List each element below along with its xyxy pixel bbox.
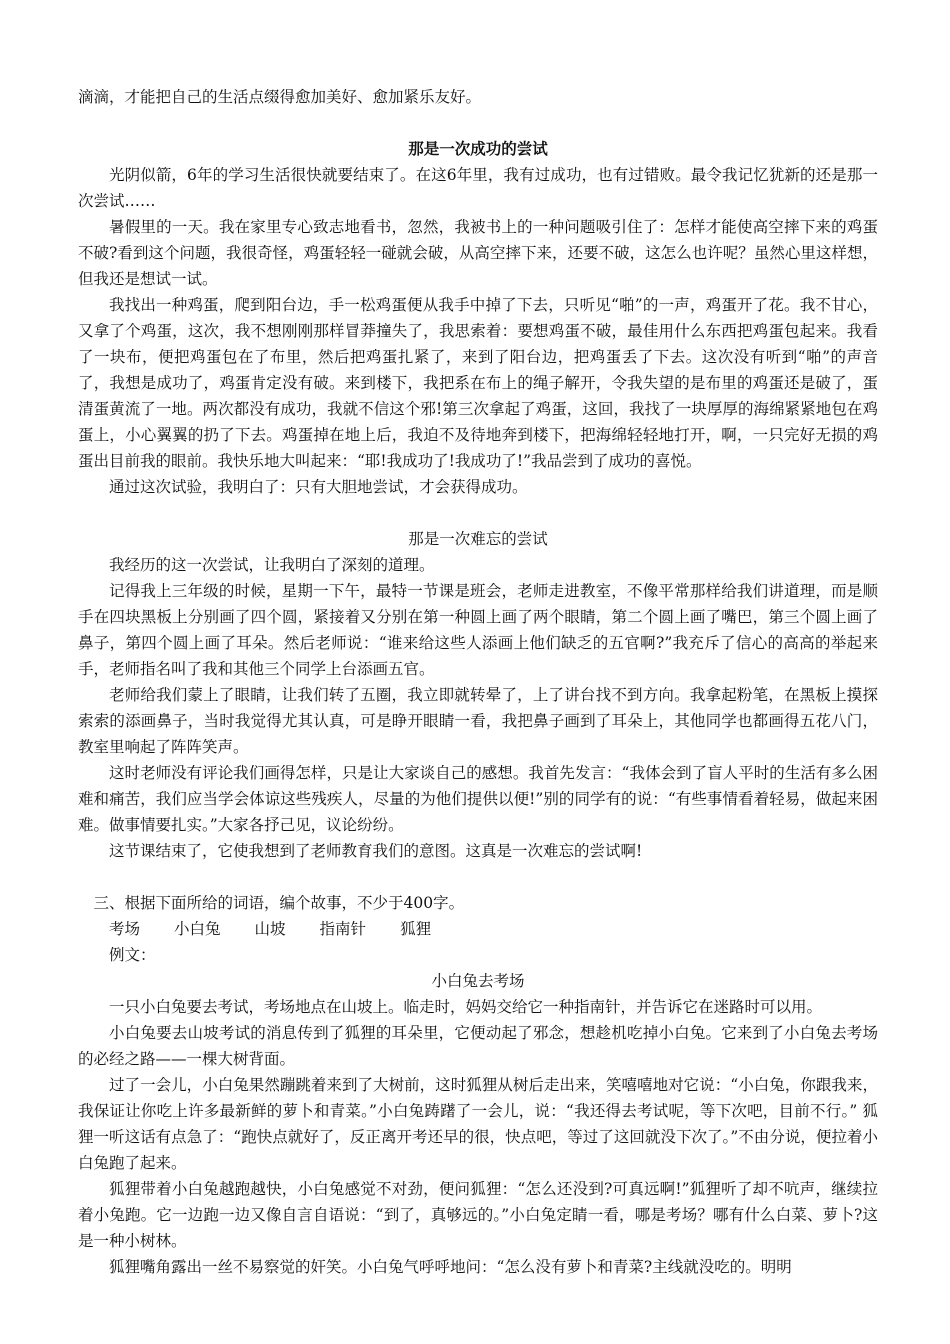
essay2-paragraph: 老师给我们蒙上了眼睛，让我们转了五圈，我立即就转晕了，上了讲台找不到方向。我拿起粉笔，在黑板上摸探索索的添画鼻子，当时我觉得尤其认真，可是睁开眼睛一看，我把鼻子画到了耳朵上，其他同学也都画得五花八门，教室里响起了阵阵笑声。 <box>78 686 878 756</box>
example-label: 例文： <box>109 946 156 964</box>
essay1-paragraph: 我找出一种鸡蛋，爬到阳台边，手一松鸡蛋便从我手中掉了下去，只听见“啪”的一声，鸡蛋开了花。我不甘心，又拿了个鸡蛋，这次，我不想刚刚那样冒莽撞失了，我思索着：要想鸡蛋不破，最佳用什么东西把鸡蛋包起来。我看了一块布，便把鸡蛋包在了布里，然后把鸡蛋扎紧了，来到了阳台边，把鸡蛋丢了下去。这次没有听到“啪”的声音了，我想是成功了，鸡蛋肯定没有破。来到楼下，我把系在布上的绳子解开，令我失望的是布里的鸡蛋还是破了，蛋清蛋黄流了一地。两次都没有成功，我就不信这个邪!第三次拿起了鸡蛋，这回，我找了一块厚厚的海绵紧紧地包在鸡蛋上，小心翼翼的扔了下去。鸡蛋掉在地上后，我迫不及待地奔到楼下，把海绵轻轻地打开，啊，一只完好无损的鸡蛋出目前我的眼前。我快乐地大叫起来：“耶!我成功了!我成功了!”我品尝到了成功的喜悦。 <box>78 296 878 470</box>
story-paragraph: 过了一会儿，小白兔果然蹦跳着来到了大树前，这时狐狸从树后走出来，笑嘻嘻地对它说：“小白兔，你跟我来，我保证让你吃上许多最新鲜的萝卜和青菜。”小白兔踌躇了一会儿，说：“我还得去考试呢，等下次吧，目前不行。” 狐狸一听这话有点急了：“跑快点就好了，反正离开考还早的很，快点吧，等过了这回就没下次了。”不由分说，便拉着小白兔跑了起来。 <box>78 1076 878 1172</box>
essay1-paragraph: 通过这次试验，我明白了：只有大胆地尝试，才会获得成功。 <box>109 478 528 496</box>
document-page <box>78 84 878 1280</box>
essay1-paragraph: 光阴似箭，6年的学习生活很快就要结束了。在这6年里，我有过成功，也有过错败。最令我记忆犹新的还是那一次尝试…… <box>78 166 878 210</box>
word-list <box>78 916 878 942</box>
essay1-paragraph: 暑假里的一天。我在家里专心致志地看书，忽然，我被书上的一种问题吸引住了：怎样才能使高空摔下来的鸡蛋不破?看到这个问题，我很奇怪，鸡蛋轻轻一碰就会破，从高空摔下来，还要不破，这怎么也许呢？虽然心里这样想，但我还是想试一试。 <box>78 218 878 288</box>
story-paragraph: 小白兔要去山坡考试的消息传到了狐狸的耳朵里，它便动起了邪念，想趁机吃掉小白兔。它来到了小白兔去考场的必经之路——一棵大树背面。 <box>78 1024 878 1068</box>
essay2-paragraph: 记得我上三年级的时候，星期一下午，最特一节课是班会，老师走进教室，不像平常那样给我们讲道理，而是顺手在四块黑板上分别画了四个圆，紧接着又分别在第一种圆上画了两个眼睛，第二个圆上画了嘴巴，第三个圆上画了鼻子，第四个圆上画了耳朵。然后老师说：“谁来给这些人添画上他们缺乏的五官啊?”我充斥了信心的高高的举起来手，老师指名叫了我和其他三个同学上台添画五官。 <box>78 582 878 678</box>
essay2-paragraph: 这节课结束了，它使我想到了老师教育我们的意图。这真是一次难忘的尝试啊! <box>109 842 643 860</box>
word-item: 指南针 <box>319 920 367 938</box>
story-paragraph: 狐狸嘴角露出一丝不易察觉的奸笑。小白兔气呼呼地问：“怎么没有萝卜和青菜?主线就没吃的。明明 <box>109 1258 792 1276</box>
opening-line: 滴滴，才能把自己的生活点缀得愈加美好、愈加紧乐友好。 <box>78 88 482 106</box>
essay2-paragraph: 这时老师没有评论我们画得怎样，只是让大家谈自己的感想。我首先发言：“我体会到了盲人平时的生活有多么困难和痛苦，我们应当学会体谅这些残疾人，尽量的为他们提供以便!”别的同学有的说：“有些事情看着轻易，做起来困难。做事情要扎实。”大家各抒己见，议论纷纷。 <box>78 764 878 834</box>
section3-heading: 三、根据下面所给的词语，编个故事，不少于400字。 <box>93 894 465 912</box>
word-item: 山坡 <box>254 920 286 938</box>
story-paragraph: 狐狸带着小白兔越跑越快，小白兔感觉不对劲，便问狐狸：“怎么还没到?可真远啊!”狐狸听了却不吭声，继续拉着小兔跑。它一边跑一边又像自言自语说：“到了，真够远的。”小白兔定睛一看，哪是考场？哪有什么白菜、萝卜?这是一种小树林。 <box>78 1180 878 1250</box>
story-paragraph: 一只小白兔要去考试，考场地点在山坡上。临走时，妈妈交给它一种指南针，并告诉它在迷路时可以用。 <box>109 998 823 1016</box>
essay2-paragraph: 我经历的这一次尝试，让我明白了深刻的道理。 <box>109 556 435 574</box>
word-item: 狐狸 <box>400 920 432 938</box>
essay2-title: 那是一次难忘的尝试 <box>408 530 548 548</box>
story-title: 小白兔去考场 <box>431 972 525 990</box>
essay1-title: 那是一次成功的尝试 <box>408 139 548 158</box>
word-item: 考场 <box>109 920 141 938</box>
word-item: 小白兔 <box>174 920 221 938</box>
